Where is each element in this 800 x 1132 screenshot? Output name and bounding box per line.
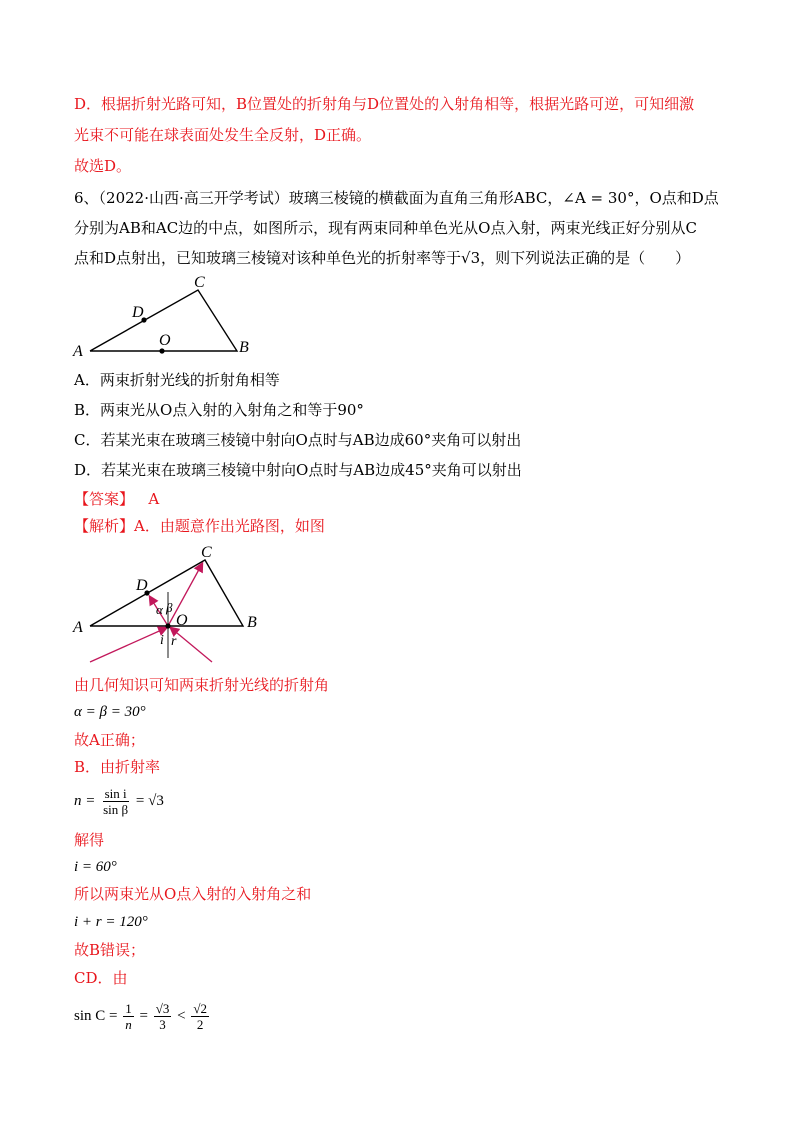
option-b: B．两束光从O点入射的入射角之和等于90° (74, 401, 364, 419)
label-d: D (132, 304, 144, 321)
label-c: C (194, 274, 205, 291)
option-c: C．若某光束在玻璃三棱镜中射向O点时与AB边成60°夹角可以射出 (74, 431, 522, 449)
label-d: D (136, 577, 148, 594)
eq2-lhs: n = (74, 793, 96, 809)
label-c: C (201, 544, 212, 561)
eq5-fraction-1 (123, 1001, 134, 1032)
eq5-fraction-3 (191, 1001, 209, 1032)
eq5-f1-numerator: 1 (125, 1001, 132, 1017)
analysis-label: 【解析】 (74, 517, 135, 535)
analysis-step1: 由几何知识可知两束折射光线的折射角 (74, 676, 330, 694)
eq2-numerator: sin i (104, 786, 127, 802)
incident-ray-left (90, 628, 166, 662)
question-line1 (74, 184, 734, 213)
equation-i-plus-r: i + r = 120° (74, 914, 148, 930)
equation-critical-angle (74, 996, 734, 1036)
equation-refractive-index (74, 782, 734, 820)
eq2-rhs: = √3 (135, 793, 164, 809)
prev-answer-line1: D．根据折射光路可知，B位置处的折射角与D位置处的入射角相等，根据光路可逆，可知细激 (74, 95, 695, 113)
equation-alpha-beta: α = β = 30° (74, 704, 146, 720)
eq5-f3-denominator: 2 (196, 1017, 204, 1033)
incident-ray-right (171, 628, 212, 662)
eq5-f1-denominator: n (125, 1017, 132, 1033)
eq5-f2-denominator: 3 (159, 1017, 166, 1033)
analysis-intro: A．由题意作出光路图，如图 (134, 517, 325, 535)
label-r: r (171, 634, 177, 649)
eq2-fraction (101, 786, 130, 817)
eq2-denominator: sin β (103, 802, 129, 818)
label-o: O (159, 332, 171, 349)
conclusion-a: 故A正确； (74, 731, 145, 749)
label-o: O (176, 612, 188, 629)
question-source: （2022·山西·高三开学考试） (98, 189, 289, 207)
light-path-figure (70, 540, 270, 666)
analysis-intro-line (74, 512, 734, 541)
analysis-part-cd: CD．由 (74, 969, 128, 987)
label-a: A (73, 343, 83, 360)
answer-value: A (148, 490, 160, 508)
eq5-f2-numerator: √3 (155, 1001, 170, 1017)
eq5-f3-numerator: √2 (193, 1001, 207, 1017)
label-b: B (239, 339, 249, 356)
label-alpha: α (156, 602, 163, 617)
prev-answer-line2: 光束不可能在球表面处发生全反射，D正确。 (74, 126, 372, 144)
answer-line (74, 485, 734, 514)
label-beta: β (166, 600, 173, 615)
eq5-less-than: < (177, 1008, 186, 1024)
question-text-1: 玻璃三棱镜的横截面为直角三角形ABC，∠A = 30°，O点和D点 (288, 189, 719, 207)
label-a: A (73, 619, 83, 636)
triangle-figure (70, 270, 270, 362)
point-o (159, 348, 164, 353)
eq5-equals: = (139, 1008, 148, 1024)
analysis-sum-text: 所以两束光从O点入射的入射角之和 (74, 885, 312, 903)
question-number: 6、 (74, 189, 99, 207)
analysis-solve: 解得 (74, 831, 105, 849)
question-line3: 点和D点射出，已知玻璃三棱镜对该种单色光的折射率等于√3，则下列说法正确的是（ ） (74, 249, 691, 267)
analysis-part-b: B．由折射率 (74, 758, 161, 776)
equation-i: i = 60° (74, 859, 117, 875)
eq5-lhs: sin C = (74, 1008, 118, 1024)
answer-label: 【答案】 (74, 490, 135, 508)
eq5-fraction-2 (154, 1001, 172, 1032)
point-o (165, 623, 170, 628)
label-i: i (160, 633, 164, 648)
conclusion-b: 故B错误； (74, 941, 146, 959)
triangle-outline (90, 560, 243, 626)
prev-answer-line3: 故选D。 (74, 157, 132, 175)
question-line2: 分别为AB和AC边的中点，如图所示，现有两束同种单色光从O点入射，两束光线正好分别从C (74, 219, 697, 237)
option-a: A．两束折射光线的折射角相等 (74, 371, 280, 389)
option-d: D．若某光束在玻璃三棱镜中射向O点时与AB边成45°夹角可以射出 (74, 461, 522, 479)
label-b: B (247, 614, 257, 631)
